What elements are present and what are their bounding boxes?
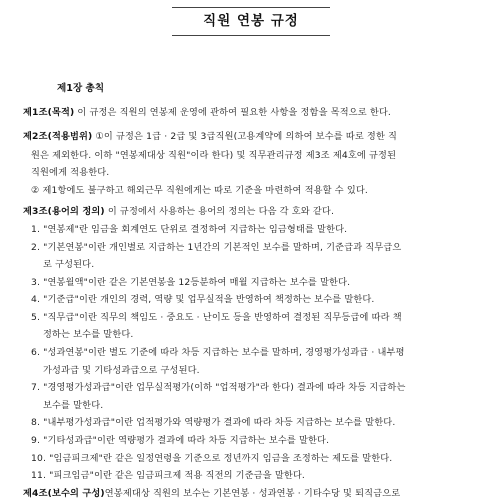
article-2-line-3: 직원에게 적용한다. — [31, 167, 110, 178]
definition-item-continued: 가성과급 및 기타성과급으로 구성된다. — [43, 365, 200, 376]
article-3-heading: 제3조(용어의 정의) — [23, 206, 105, 217]
article-2-line-4: ② 제1항에도 불구하고 해외근무 직원에게는 따로 기준을 마련하여 적용할 수 있다. — [31, 185, 368, 196]
article-2-line-2: 원은 제외한다. 이하 "연봉제대상 직원"이라 한다) 및 직무관리규정 제3조 제4호에 규정된 — [31, 150, 397, 161]
article-1 — [23, 108, 485, 117]
article-4 — [23, 489, 485, 498]
article-4-heading: 제4조(보수의 구성) — [23, 488, 105, 499]
definition-item: 10. "임금피크제"란 같은 일정연령을 기준으로 정년까지 임금을 조정하는 제도를 말한다. — [31, 453, 393, 464]
definition-item: 5. "직무급"이란 직무의 책임도 · 중요도 · 난이도 등을 반영하여 결정된 직무등급에 따라 책 — [31, 312, 402, 323]
definition-item: 3. "연봉월액"이란 같은 기본연봉을 12등분하여 매월 지급하는 보수를 말한다. — [31, 277, 351, 288]
article-2-heading: 제2조(적용범위) — [23, 131, 93, 142]
article-2-line-1 — [23, 132, 485, 141]
article-3-intro: 이 규정에서 사용하는 용어의 정의는 다음 각 호와 같다. — [104, 206, 335, 217]
definition-item-continued: 로 구성된다. — [43, 259, 95, 270]
definition-item: 4. "기준급"이란 개인의 경력, 역량 및 업무실적을 반영하여 책정하는 보수를 말한다. — [31, 294, 375, 305]
chapter-heading: 제1장 총칙 — [57, 83, 105, 94]
definition-item: 11. "피크임금"이란 같은 임금피크제 적용 직전의 기준금을 말한다. — [31, 470, 306, 481]
definition-item-continued: 정하는 보수를 말한다. — [43, 329, 134, 340]
article-1-text: 이 규정은 직원의 연봉제 운영에 관하여 필요한 사항을 정함을 목적으로 한다. — [74, 107, 391, 118]
definition-item: 6. "성과연봉"이란 별도 기준에 따라 차등 지급하는 보수를 말하며, 경영평가성과급 · 내부평 — [31, 347, 405, 358]
title-box — [172, 7, 330, 36]
document-title: 직원 연봉 규정 — [203, 12, 299, 29]
definition-item: 7. "경영평가성과급"이란 업무실적평가(이하 "업적평가"라 한다) 결과에 따라 차등 지급하는 — [31, 382, 406, 393]
definition-item: 8. "내부평가성과급"이란 업적평가와 역량평가 결과에 따라 차등 지급하는 보수를 말한다. — [31, 417, 396, 428]
definition-item: 1. "연봉제"란 임금을 회계연도 단위로 결정하여 지급하는 임금형태를 말한다. — [31, 224, 348, 235]
article-1-heading: 제1조(목적) — [23, 107, 75, 118]
definition-item: 2. "기본연봉"이란 개인별로 지급하는 1년간의 기본적인 보수를 말하며, 기준급과 직무급으 — [31, 242, 402, 253]
definition-item: 9. "기타성과급"이란 역량평가 결과에 따라 차등 지급하는 보수를 말한다. — [31, 435, 330, 446]
definition-item-continued: 보수를 말한다. — [43, 400, 104, 411]
article-3-intro-line — [23, 207, 485, 216]
article-2-text-1: ①이 규정은 1급 · 2급 및 3급직원(고용계약에 의하여 보수를 따로 정한 직 — [92, 131, 398, 142]
article-4-text: 연봉제대상 직원의 보수는 기본연봉 · 성과연봉 · 기타수당 및 퇴직금으로 — [104, 488, 401, 499]
